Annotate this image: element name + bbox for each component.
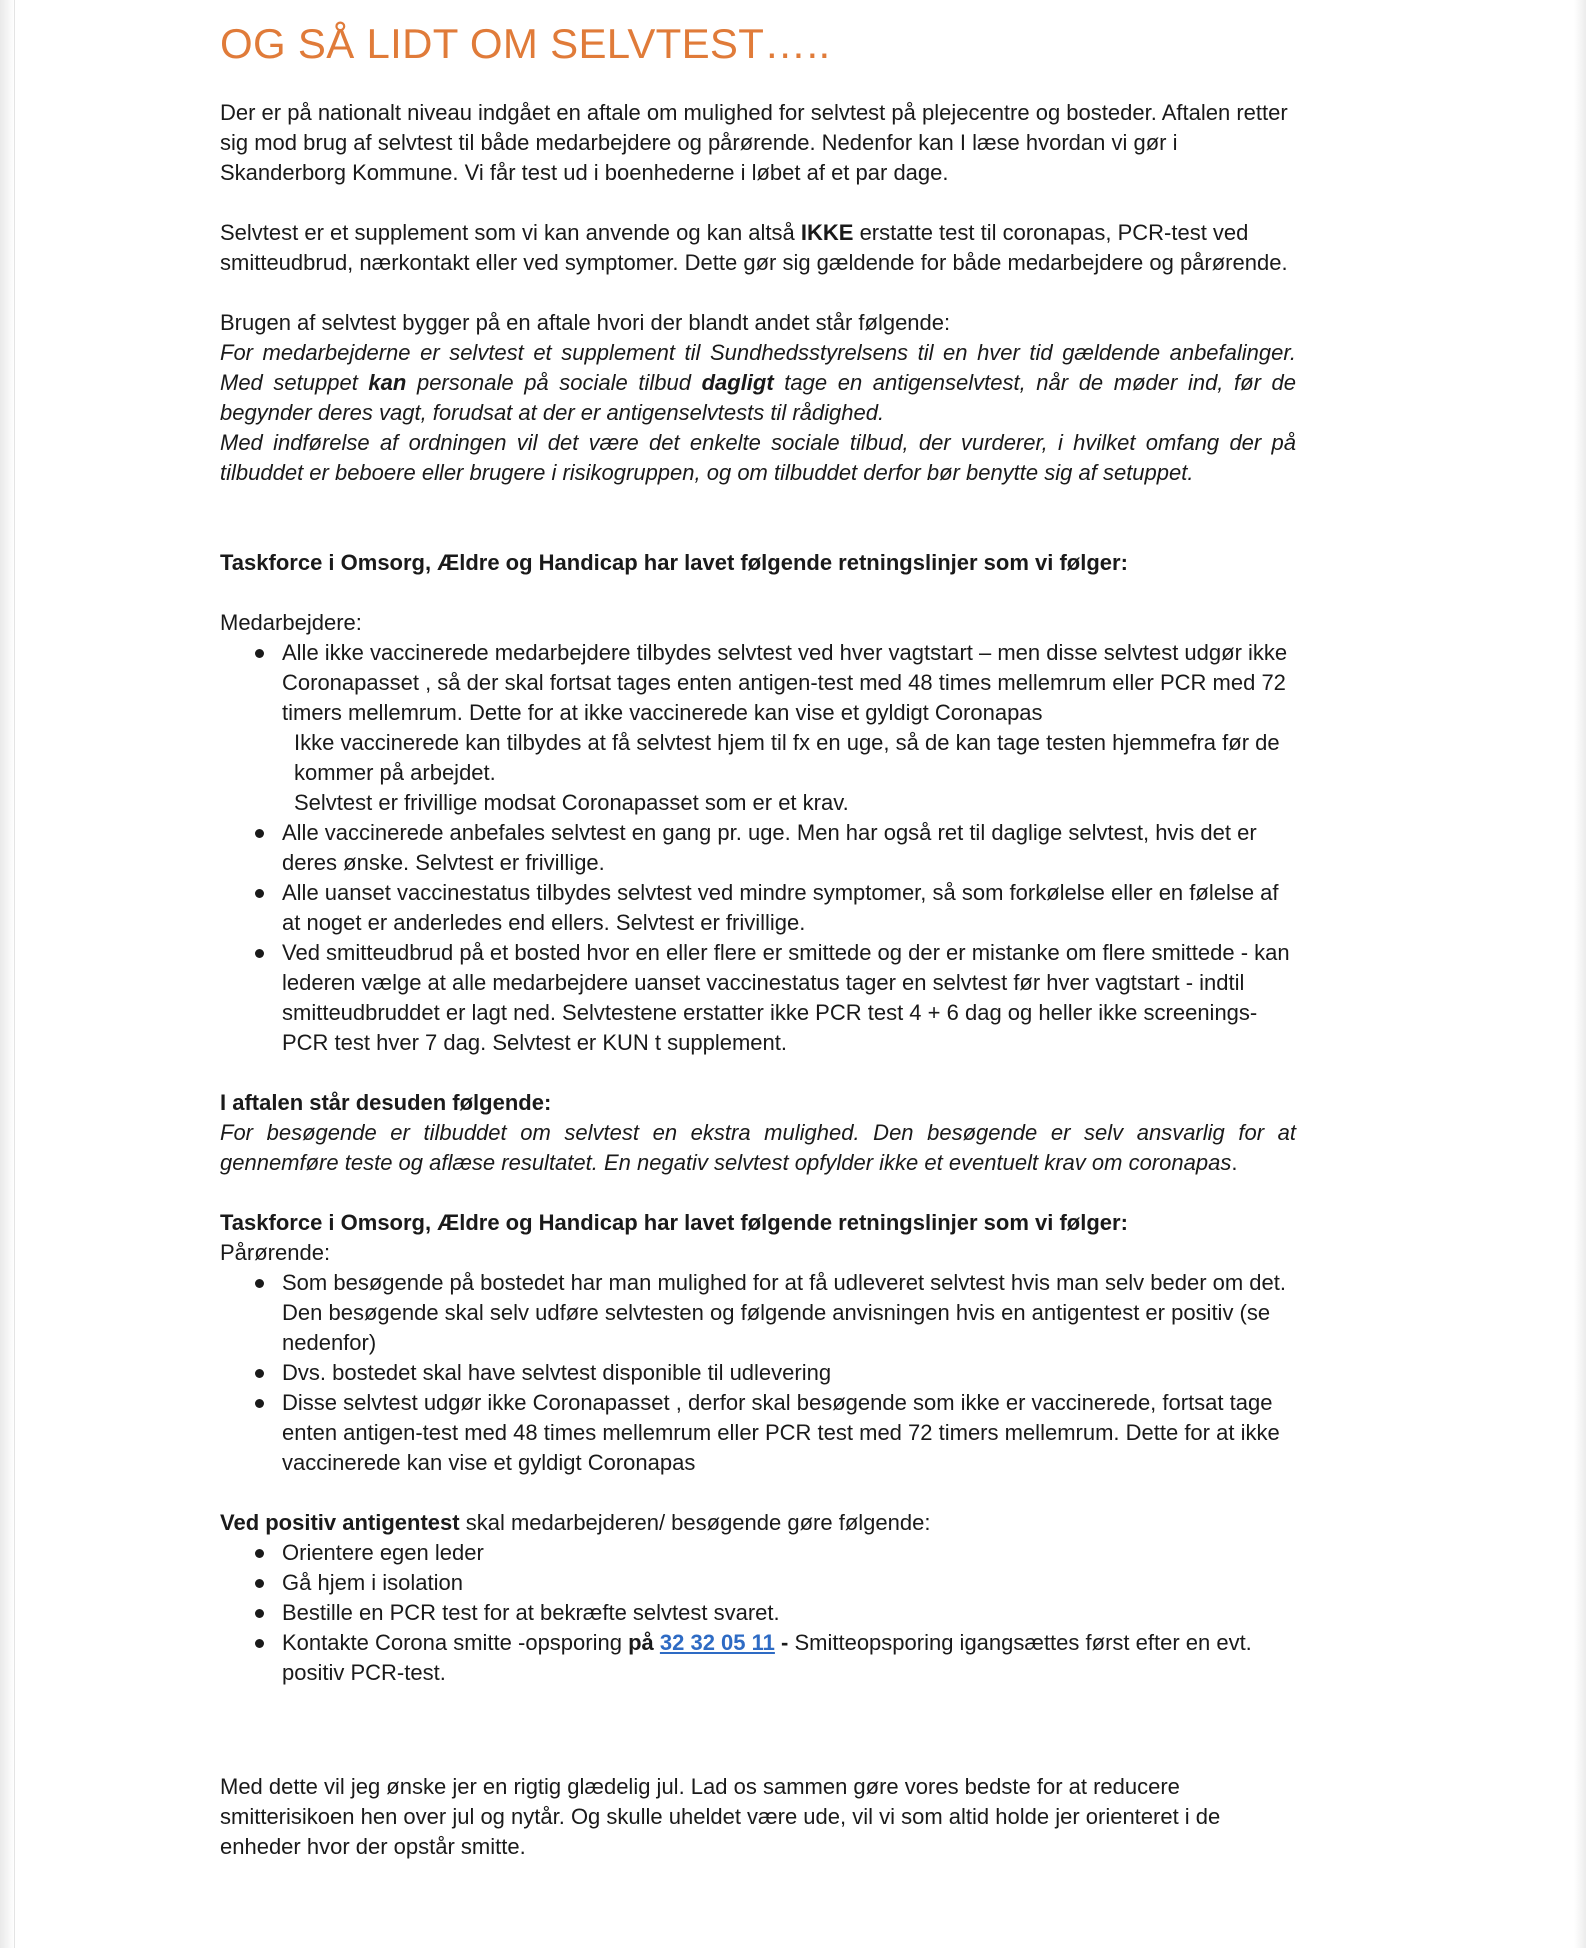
closing-paragraph: Med dette vil jeg ønske jer en rigtig glædelig jul. Lad os sammen gøre vores bedste for at reducere smitterisikoen hen over jul og nytår. Og skulle uheldet være ude, vil vi som altid holde jer orienteret i de enheder hvor der opstår smitte. — [220, 1774, 1221, 1859]
relatives-guideline-list — [220, 1268, 1296, 1478]
document-page — [220, 14, 1296, 1862]
agreement-lead: Brugen af selvtest bygger på en aftale hvori der blandt andet står følgende: — [220, 310, 951, 335]
positive-test-lead: Ved positiv antigentest skal medarbejderen/ besøgende gøre følgende: — [220, 1510, 931, 1535]
relatives-group-label: Pårørende: — [220, 1240, 331, 1265]
list-item: Orientere egen leder — [282, 1538, 1296, 1568]
taskforce-heading-relatives: Taskforce i Omsorg, Ældre og Handicap har lavet følgende retningslinjer som vi følger: — [220, 1210, 1128, 1235]
list-item: Alle ikke vaccinerede medarbejdere tilbydes selvtest ved hver vagtstart – men disse selvtest udgør ikke Coronapasset , så der skal fortsat tages enten antigen-test med 48 times mellemrum eller PCR med 72 timers mellemrum. Dette for at ikke vaccinerede kan vise et gyldigt Coronapas Ikke vaccinerede kan tilbydes at få selvtest hjem til fx en uge, så de kan tage testen hjemmefra før de kommer på arbejdet. Selvtest er frivillige modsat Coronapasset som er et krav. — [282, 638, 1296, 818]
list-item: Kontakte Corona smitte -opsporing på 32 32 05 11 - Smitteopsporing igangsættes først efter en evt. positiv PCR-test. — [282, 1628, 1296, 1688]
intro-paragraph: Der er på nationalt niveau indgået en aftale om mulighed for selvtest på plejecentre og bosteder. Aftalen retter sig mod brug af selvtest til både medarbejdere og pårørende. Nedenfor kan I læse hvordan vi gør i Skanderborg Kommune. Vi får test ud i boenhederne i løbet af et par dage. — [220, 100, 1288, 185]
positive-test-steps — [220, 1538, 1296, 1688]
ikke-emphasis: IKKE — [800, 220, 854, 245]
page-right-edge — [1574, 0, 1586, 1948]
agreement-quote-staff: For medarbejderne er selvtest et supplement til Sundhedsstyrelsens til en hver tid gældende anbefalinger. Med setuppet kan personale på sociale tilbud dagligt tage en antigenselvtest, når de møder ind, før de begynder deres vagt, forudsat at der er antigenselvtests til rådighed. — [220, 340, 1296, 425]
list-item: Bestille en PCR test for at bekræfte selvtest svaret. — [282, 1598, 1296, 1628]
sub-note: Selvtest er frivillige modsat Coronapasset som er et krav. — [294, 790, 849, 815]
staff-group-label: Medarbejdere: — [220, 610, 362, 635]
list-item: Gå hjem i isolation — [282, 1568, 1296, 1598]
list-item: Dvs. bostedet skal have selvtest disponible til udlevering — [282, 1358, 1296, 1388]
list-item: Ved smitteudbrud på et bosted hvor en eller flere er smittede og der er mistanke om flere smittede - kan lederen vælge at alle medarbejdere uanset vaccinestatus tager en selvtest før hver vagtstart - indtil smitteudbruddet er lagt ned. Selvtestene erstatter ikke PCR test 4 + 6 dag og heller ikke screenings-PCR test hver 7 dag. Selvtest er KUN t supplement. — [282, 938, 1296, 1058]
list-item: Alle uanset vaccinestatus tilbydes selvtest ved mindre symptomer, så som forkølelse eller en følelse af at noget er anderledes end ellers. Selvtest er frivillige. — [282, 878, 1296, 938]
list-item: Disse selvtest udgør ikke Coronapasset , derfor skal besøgende som ikke er vaccinerede, fortsat tage enten antigen-test med 48 times mellemrum eller PCR test med 72 timers mellemrum. Dette for at ikke vaccinerede kan vise et gyldigt Coronapas — [282, 1388, 1296, 1478]
phone-link[interactable]: 32 32 05 11 — [659, 1630, 775, 1655]
staff-guideline-list — [220, 638, 1296, 1058]
visitors-heading: I aftalen står desuden følgende: — [220, 1090, 552, 1115]
visitors-quote: For besøgende er tilbuddet om selvtest en ekstra mulighed. Den besøgende er selv ansvarlig for at gennemføre teste og aflæse resultatet. En negativ selvtest opfylder ikke et eventuelt krav om coronapas. — [220, 1120, 1296, 1175]
page-left-edge — [0, 0, 15, 1948]
agreement-quote-offer: Med indførelse af ordningen vil det være det enkelte sociale tilbud, der vurderer, i hvilket omfang der på tilbuddet er beboere eller brugere i risikogruppen, og om tilbuddet derfor bør benytte sig af setuppet. — [220, 430, 1296, 485]
sub-note: Ikke vaccinerede kan tilbydes at få selvtest hjem til fx en uge, så de kan tage testen hjemmefra før de kommer på arbejdet. — [294, 730, 1280, 785]
kan-emphasis: kan — [368, 370, 407, 395]
supplement-paragraph: Selvtest er et supplement som vi kan anvende og kan altså IKKE erstatte test til coronapas, PCR-test ved smitteudbrud, nærkontakt eller ved symptomer. Dette gør sig gældende for både medarbejdere og pårørende. — [220, 220, 1288, 275]
dagligt-emphasis: dagligt — [701, 370, 774, 395]
list-item: Som besøgende på bostedet har man mulighed for at få udleveret selvtest hvis man selv beder om det. Den besøgende skal selv udføre selvtesten og følgende anvisningen hvis en antigentest er positiv (se nedenfor) — [282, 1268, 1296, 1358]
page-title: OG SÅ LIDT OM SELVTEST….. — [220, 20, 831, 67]
taskforce-heading-staff: Taskforce i Omsorg, Ældre og Handicap har lavet følgende retningslinjer som vi følger: — [220, 550, 1128, 575]
list-item: Alle vaccinerede anbefales selvtest en gang pr. uge. Men har også ret til daglige selvtest, hvis det er deres ønske. Selvtest er frivillige. — [282, 818, 1296, 878]
